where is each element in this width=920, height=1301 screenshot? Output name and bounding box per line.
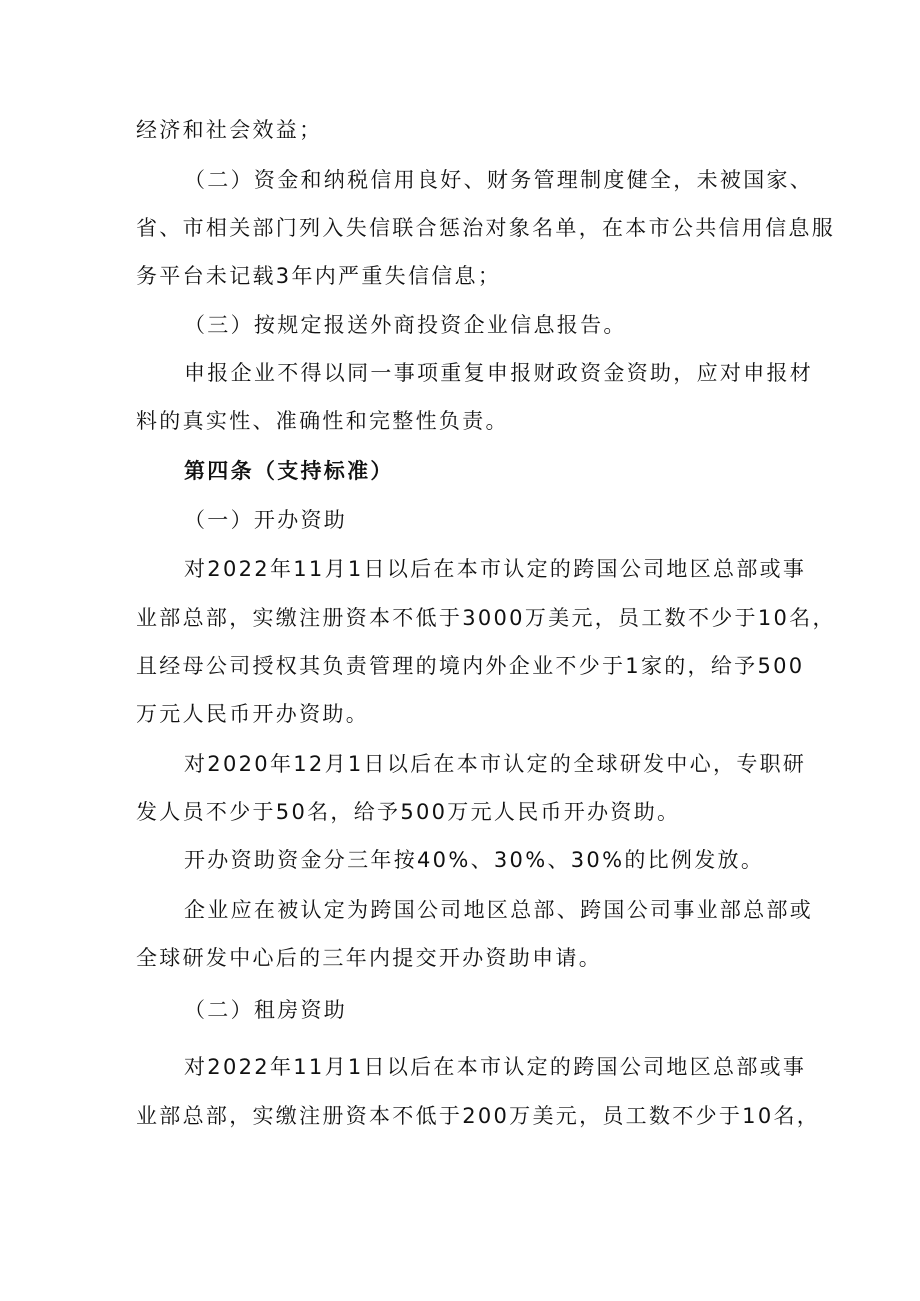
text-line: 务平台未记载3年内严重失信信息； xyxy=(136,264,502,288)
text-line: 对2020年12月1日以后在本市认定的全球研发中心，专职研 xyxy=(184,752,807,776)
section-heading: 第四条（支持标准） xyxy=(184,459,394,483)
subsection-heading: （一）开办资助 xyxy=(184,508,348,532)
text-line: （二）资金和纳税信用良好、财务管理制度健全，未被国家、 xyxy=(184,168,814,192)
text-line: 省、市相关部门列入失信联合惩治对象名单，在本市公共信用信息服 xyxy=(136,216,835,240)
text-line: 料的真实性、准确性和完整性负责。 xyxy=(136,409,509,433)
text-line: 对2022年11月1日以后在本市认定的跨国公司地区总部或事 xyxy=(184,557,807,581)
text-line: 开办资助资金分三年按40%、30%、30%的比例发放。 xyxy=(184,848,765,872)
text-line: 对2022年11月1日以后在本市认定的跨国公司地区总部或事 xyxy=(184,1055,807,1079)
text-line: （三）按规定报送外商投资企业信息报告。 xyxy=(184,313,627,337)
text-line: 经济和社会效益； xyxy=(136,118,323,142)
text-line: 且经母公司授权其负责管理的境内外企业不少于1家的，给予500 xyxy=(136,654,805,678)
text-line: 企业应在被认定为跨国公司地区总部、跨国公司事业部总部或 xyxy=(184,898,814,922)
subsection-heading: （二）租房资助 xyxy=(184,998,348,1022)
text-line: 万元人民币开办资助。 xyxy=(136,702,369,726)
text-line: 全球研发中心后的三年内提交开办资助申请。 xyxy=(136,946,602,970)
text-line: 业部总部，实缴注册资本不低于200万美元，员工数不少于10名， xyxy=(136,1104,821,1128)
text-line: 发人员不少于50名，给予500万元人民币开办资助。 xyxy=(136,800,681,824)
text-line: 申报企业不得以同一事项重复申报财政资金资助，应对申报材 xyxy=(184,361,814,385)
text-line: 业部总部，实缴注册资本不低于3000万美元，员工数不少于10名， xyxy=(136,606,836,630)
